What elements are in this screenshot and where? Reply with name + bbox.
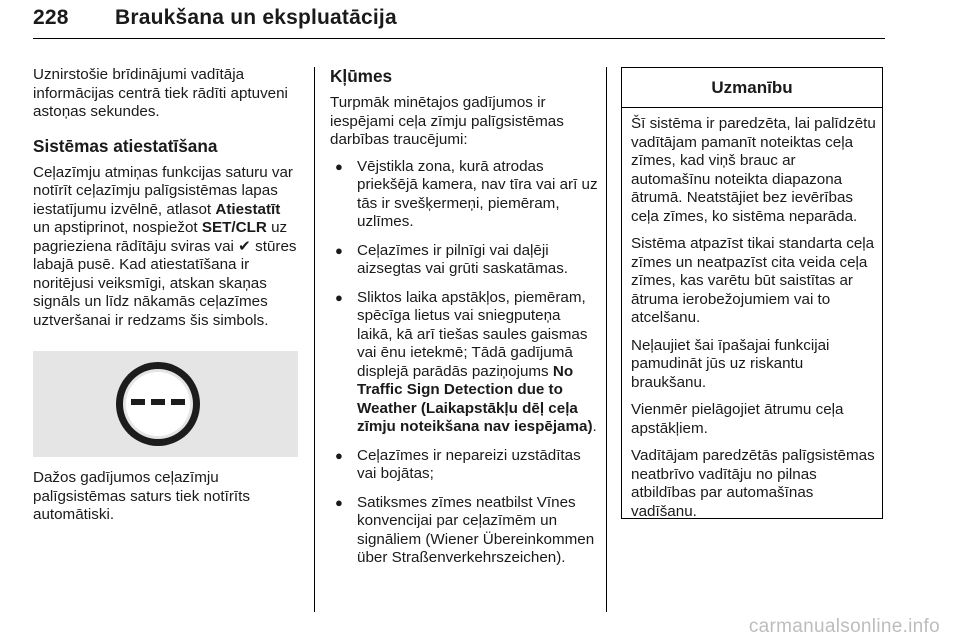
section-heading-faults: Kļūmes <box>330 66 393 86</box>
symbol-dash-3 <box>171 399 185 405</box>
list-item-text: Ceļazīmes ir nepareizi uzstādītas vai bojātas; <box>357 446 581 482</box>
checkmark-icon: ✔ <box>238 237 251 255</box>
list-item <box>330 158 598 232</box>
list-item <box>330 494 598 568</box>
left-column-bottom <box>33 469 301 525</box>
weather-message: No Traffic Sign Detection due to Weather (Laikapstākļu dēļ ceļa zīmju noteikšana nav iespējama) <box>357 362 593 435</box>
reset-text-mid2: uz pagrieziena rādītāju sviras vai <box>33 219 288 255</box>
bullet-icon: ● <box>335 447 343 463</box>
left-column <box>33 66 301 330</box>
warning-body <box>622 108 882 521</box>
intro-paragraph: Uznirstošie brīdinājumi vadītāja informācijas centrā tiek rādīti aptuveni astoņas sekundes. <box>33 66 288 120</box>
column-divider-right <box>606 67 607 612</box>
reset-text-end: stūres labajā pusē. Kad atiestatīšana ir noritējusi veiksmīgi, atskan skaņas signāls un līdz nākamās ceļazīmes uztveršanai ir redzams šis simbols. <box>33 237 297 329</box>
bullet-icon: ● <box>335 242 343 258</box>
symbol-dash-2 <box>151 399 165 405</box>
header-rule <box>33 38 885 39</box>
warning-title: Uzmanību <box>622 68 882 108</box>
bullet-icon: ● <box>335 494 343 510</box>
list-item-tail: . <box>592 418 597 435</box>
list-item <box>330 242 598 279</box>
auto-clear-paragraph: Dažos gadījumos ceļazīmju palīgsistēmas saturs tiek notīrīts automātiski. <box>33 469 250 523</box>
list-item-text: Ceļazīmes ir pilnīgi vai daļēji aizsegtas vai grūti saskatāmas. <box>357 241 569 277</box>
reset-symbol-illustration <box>33 351 298 457</box>
faults-intro: Turpmāk minētajos gadījumos ir iespējami ceļa zīmju palīgsistēmas darbības traucējumi: <box>330 94 564 148</box>
warning-box <box>621 67 883 519</box>
reset-text-start: Ceļazīmju atmiņas funkcijas saturu var notīrīt ceļazīmju palīgsistēmas lapas iestatījumu izvēlnē, atlasot <box>33 163 293 218</box>
symbol-dash-1 <box>131 399 145 405</box>
warning-paragraph: Šī sistēma ir paredzēta, lai palīdzētu vadītājam pamanīt noteiktas ceļa zīmes, kad viņš brauc ar automašīnu noteikta diapazona ātrumā. Neatstājiet bez ievērības ceļa zīmes, ko sistēma neparāda. <box>631 115 876 225</box>
set-clr-label: SET/CLR <box>201 219 267 236</box>
page-number: 228 <box>33 6 69 29</box>
list-item-text: Sliktos laika apstākļos, piemēram, spēcīga lietus vai sniegputeņa laikā, kā arī tiešas saules gaismas vai ēnu ietekmē; Tādā gadījumā displejā parādās paziņojums <box>357 288 588 380</box>
chapter-title: Braukšana un ekspluatācija <box>115 6 397 29</box>
watermark: carmanualsonline.info <box>748 616 940 637</box>
column-divider-left <box>314 67 315 612</box>
warning-paragraph: Neļaujiet šai īpašajai funkcijai pamudināt jūs uz riskantu braukšanu. <box>631 336 830 391</box>
list-item-text: Satiksmes zīmes neatbilst Vīnes konvencijai par ceļazīmēm un signāliem (Wiener Übereinkommen über Straßenverkehrszeichen). <box>357 493 595 566</box>
bullet-icon: ● <box>335 289 343 305</box>
reset-text-mid: un apstiprinot, nospiežot <box>33 219 198 236</box>
list-item-text: Vējstikla zona, kurā atrodas priekšējā kamera, nav tīra vai arī uz tās ir svešķermeņi, piemēram, uzlīmes. <box>357 157 598 230</box>
section-heading-reset: Sistēmas atiestatīšana <box>33 135 218 156</box>
reset-paragraph <box>33 164 301 331</box>
warning-paragraph: Sistēma atpazīst tikai standarta ceļa zīmes un neatpazīst cita veida ceļa zīmes, kas varētu būt saistītas ar ātruma ierobežojumiem vai to atcelšanu. <box>631 235 875 326</box>
no-sign-detected-icon <box>33 351 298 457</box>
list-item <box>330 289 598 437</box>
reset-option-label: Atiestatīt <box>215 200 281 218</box>
list-item <box>330 447 598 484</box>
middle-column <box>330 66 598 568</box>
warning-paragraph: Vienmēr pielāgojiet ātrumu ceļa apstākļiem. <box>631 401 844 437</box>
bullet-icon: ● <box>335 158 343 174</box>
warning-paragraph: Vadītājam paredzētās palīgsistēmas neatbrīvo vadītāju no pilnas atbildības par automašīnas vadīšanu. <box>631 447 875 520</box>
faults-list <box>330 158 598 568</box>
